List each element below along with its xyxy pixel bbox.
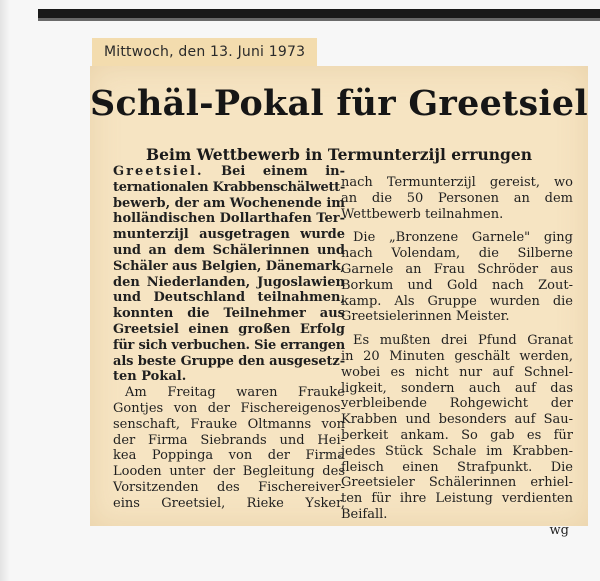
lead-paragraph: [113, 164, 345, 385]
article-column-left: [113, 164, 345, 512]
text-line: Schäler aus Belgien, Dänemark,: [113, 258, 345, 274]
text-line: bewerb, der am Wochenende im: [113, 195, 345, 211]
text-line: der Firma Siebrands und Hei-: [113, 432, 345, 448]
text-line: Garnele an Frau Schröder aus: [341, 261, 573, 277]
text-line: kamp. Als Gruppe wurden die: [341, 293, 573, 309]
paragraph-3: [341, 175, 573, 222]
text-line: an die 50 Personen an dem: [341, 190, 573, 206]
lead-first-line: Greetsiel. Bei einem in-: [113, 164, 345, 179]
text-line: berkeit ankam. So gab es für: [341, 427, 573, 443]
text-line: verbleibende Rohgewicht der: [341, 396, 573, 412]
text-line: und an dem Schälerinnen und: [113, 242, 345, 258]
text-line: Krabben und besonders auf Sau-: [341, 412, 573, 428]
article-column-right: [341, 164, 573, 539]
text-line: nach Volendam, die Silberne: [341, 246, 573, 262]
text-line: Looden unter der Begleitung des: [113, 464, 345, 480]
text-line: ten Pokal.: [113, 369, 187, 385]
text-line: Beifall.: [341, 506, 388, 522]
text-line: Gontjes von der Fischereigenos-: [113, 400, 345, 416]
scan-border-top: [38, 9, 600, 18]
scan-border-top-shadow: [38, 18, 600, 21]
subheadline: Beim Wettbewerb in Termunterzijl errungen: [145, 145, 533, 164]
text-line: Am Freitag waren Frauke: [125, 385, 345, 401]
text-line: den Niederlanden, Jugoslawien: [113, 274, 345, 290]
text-line: für sich verbuchen. Sie errangen: [113, 337, 345, 353]
text-line: wobei es nicht nur auf Schnel-: [341, 364, 573, 380]
text-line: jedes Stück Schale im Krabben-: [341, 443, 573, 459]
paragraph-4: [341, 230, 573, 325]
text-line: Wettbewerb teilnahmen.: [341, 206, 504, 222]
text-line: Es mußten drei Pfund Granat: [353, 333, 573, 349]
text-line: holländischen Dollarthafen Ter-: [113, 211, 345, 227]
text-line: eins Greetsiel, Rieke Ysker,: [113, 495, 345, 511]
text-line: Greetsieler Schälerinnen erhiel-: [341, 475, 573, 491]
text-line: in 20 Minuten geschält werden,: [341, 348, 573, 364]
text-line: und Deutschland teilnahmen,: [113, 290, 345, 306]
text-line: Vorsitzenden des Fischereiver-: [113, 479, 345, 495]
paragraph-5: [341, 333, 573, 523]
headline: Schäl-Pokal für Greetsiel: [90, 83, 588, 124]
scan-edge-shadow: [0, 0, 10, 581]
text-line: als beste Gruppe den ausgesetz-: [113, 353, 345, 369]
text-line: Greetsielerinnen Meister.: [341, 309, 510, 325]
paragraph-2: [113, 385, 345, 511]
text-line: fleisch einen Strafpunkt. Die: [341, 459, 573, 475]
text-line: munterzijl ausgetragen wurde: [113, 227, 345, 243]
dateline-place: Greetsiel.: [113, 164, 204, 179]
text-line: senschaft, Frauke Oltmanns von: [113, 416, 345, 432]
text-line: Die „Bronzene Garnele" ging: [353, 230, 573, 246]
text-line: ten für ihre Leistung verdienten: [341, 491, 573, 507]
author-signature: wg: [549, 522, 569, 538]
text-line: Borkum und Gold nach Zout-: [341, 277, 573, 293]
text-line: konnten die Teilnehmer aus: [113, 306, 345, 322]
date-line: Mittwoch, den 13. Juni 1973: [104, 44, 306, 60]
newspaper-clipping: [90, 66, 588, 538]
text-line: ternationalen Krabbenschälwett-: [113, 179, 345, 195]
text-line: ligkeit, sondern auch auf das: [341, 380, 573, 396]
text-line: nach Termunterzijl gereist, wo: [341, 175, 573, 190]
text-line: Greetsiel einen großen Erfolg: [113, 321, 345, 337]
text-line: kea Poppinga von der Firma: [113, 448, 345, 464]
